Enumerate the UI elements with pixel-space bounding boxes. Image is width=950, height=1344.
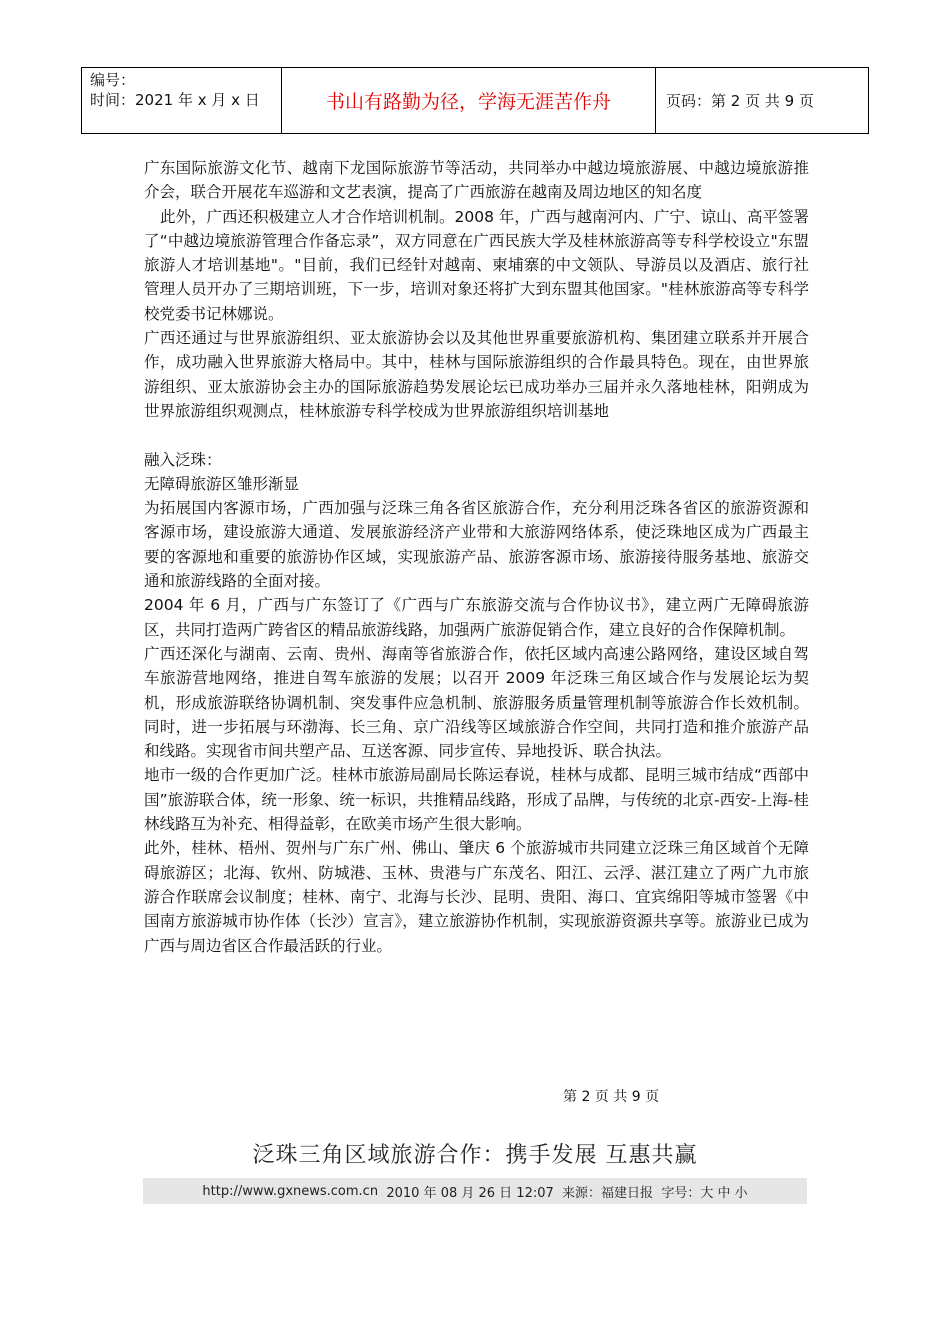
- paragraph: 此外，广西还积极建立人才合作培训机制。2008 年，广西与越南河内、广宁、谅山、高平签署了“中越边境旅游管理合作备忘录”，双方同意在广西民族大学及桂林旅游高等专科学校设立"东盟旅游人才培训基地"。"目前，我们已经针对越南、柬埔寨的中文领队、导游员以及酒店、旅行社管理人员开办了三期培训班，下一步，培训对象还将扩大到东盟其他国家。"桂林旅游高等专科学校党委书记林娜说。: [144, 207, 809, 323]
- paragraph: 为拓展国内客源市场，广西加强与泛珠三角各省区旅游合作，充分利用泛珠各省区的旅游资源和客源市场，建设旅游大通道、发展旅游经济产业带和大旅游网络体系，使泛珠地区成为广西最主要的客源地和重要的旅游协作区域，实现旅游产品、旅游客源市场、旅游接待服务基地、旅游交通和旅游线路的全面对接。: [144, 499, 809, 591]
- source-bar: [143, 1178, 807, 1204]
- paragraph: 此外，桂林、梧州、贺州与广东广州、佛山、肇庆 6 个旅游城市共同建立泛珠三角区域首个无障碍旅游区；北海、钦州、防城港、玉林、贵港与广东茂名、阳江、云浮、湛江建立了两广九市旅游合作联席会议制度；桂林、南宁、北海与长沙、昆明、贵阳、海口、宜宾绵阳等城市签署《中国南方旅游城市协作体（长沙）宣言》，建立旅游协作机制，实现旅游资源共享等。旅游业已成为广西与周边省区合作最活跃的行业。: [144, 839, 809, 955]
- article-body: [144, 156, 809, 958]
- paragraph: 广西还深化与湖南、云南、贵州、海南等省旅游合作，依托区域内高速公路网络，建设区域自驾车旅游营地网络，推进自驾车旅游的发展；以召开 2009 年泛珠三角区域合作与发展论坛为契机，形成旅游联络协调机制、突发事件应急机制、旅游服务质量管理机制等旅游合作长效机制。同时，进一步拓展与环渤海、长三角、京广沿线等区域旅游合作空间，共同打造和推介旅游产品和线路。实现省市间共塑产品、互送客源、同步宣传、异地投诉、联合执法。: [144, 644, 809, 761]
- header-motto: 书山有路勤为径，学海无涯苦作舟: [282, 68, 656, 133]
- section-heading: 融入泛珠：: [144, 450, 222, 469]
- section-subheading: 无障碍旅游区雏形渐显: [144, 474, 300, 493]
- source-url-link[interactable]: http://www.gxnews.com.cn: [202, 1183, 379, 1199]
- article-title: 泛珠三角区域旅游合作：携手发展 互惠共赢: [252, 1143, 698, 1168]
- font-size-selector[interactable]: 字号：大 中 小: [661, 1185, 748, 1201]
- paragraph: 地市一级的合作更加广泛。桂林市旅游局副局长陈运春说，桂林与成都、昆明三城市结成“西部中国”旅游联合体，统一形象、统一标识，共推精品线路，形成了品牌，与传统的北京-西安-上海-桂林线路互为补充、相得益彰，在欧美市场产生很大影响。: [144, 766, 809, 834]
- document-header: [81, 67, 869, 134]
- paragraph: 广东国际旅游文化节、越南下龙国际旅游节等活动，共同举办中越边境旅游展、中越边境旅游推介会，联合开展花车巡游和文艺表演，提高了广西旅游在越南及周边地区的知名度: [144, 159, 809, 202]
- header-date-label: 时间：2021 年 x 月 x 日: [90, 91, 260, 109]
- blank-line: [144, 423, 809, 447]
- paragraph: 广西还通过与世界旅游组织、亚太旅游协会以及其他世界重要旅游机构、集团建立联系并开展合作，成功融入世界旅游大格局中。其中，桂林与国际旅游组织的合作最具特色。现在，由世界旅游组织、亚太旅游协会主办的国际旅游趋势发展论坛已成功举办三届并永久落地桂林，阳朔成为世界旅游组织观测点，桂林旅游专科学校成为世界旅游组织培训基地: [144, 329, 809, 420]
- header-meta: [82, 68, 282, 133]
- source-origin: 来源：福建日报: [562, 1185, 654, 1201]
- page-number: 第 2 页 共 9 页: [563, 1089, 660, 1105]
- paragraph: 2004 年 6 月，广西与广东签订了《广西与广东旅游交流与合作协议书》，建立两广无障碍旅游区，共同打造两广跨省区的精品旅游线路，加强两广旅游促销合作，建立良好的合作保障机制。: [144, 596, 809, 639]
- header-page-info: 页码：第 2 页 共 9 页: [666, 92, 814, 110]
- header-number-label: 编号：: [90, 71, 136, 89]
- source-date: 2010 年 08 月 26 日 12:07: [386, 1185, 554, 1201]
